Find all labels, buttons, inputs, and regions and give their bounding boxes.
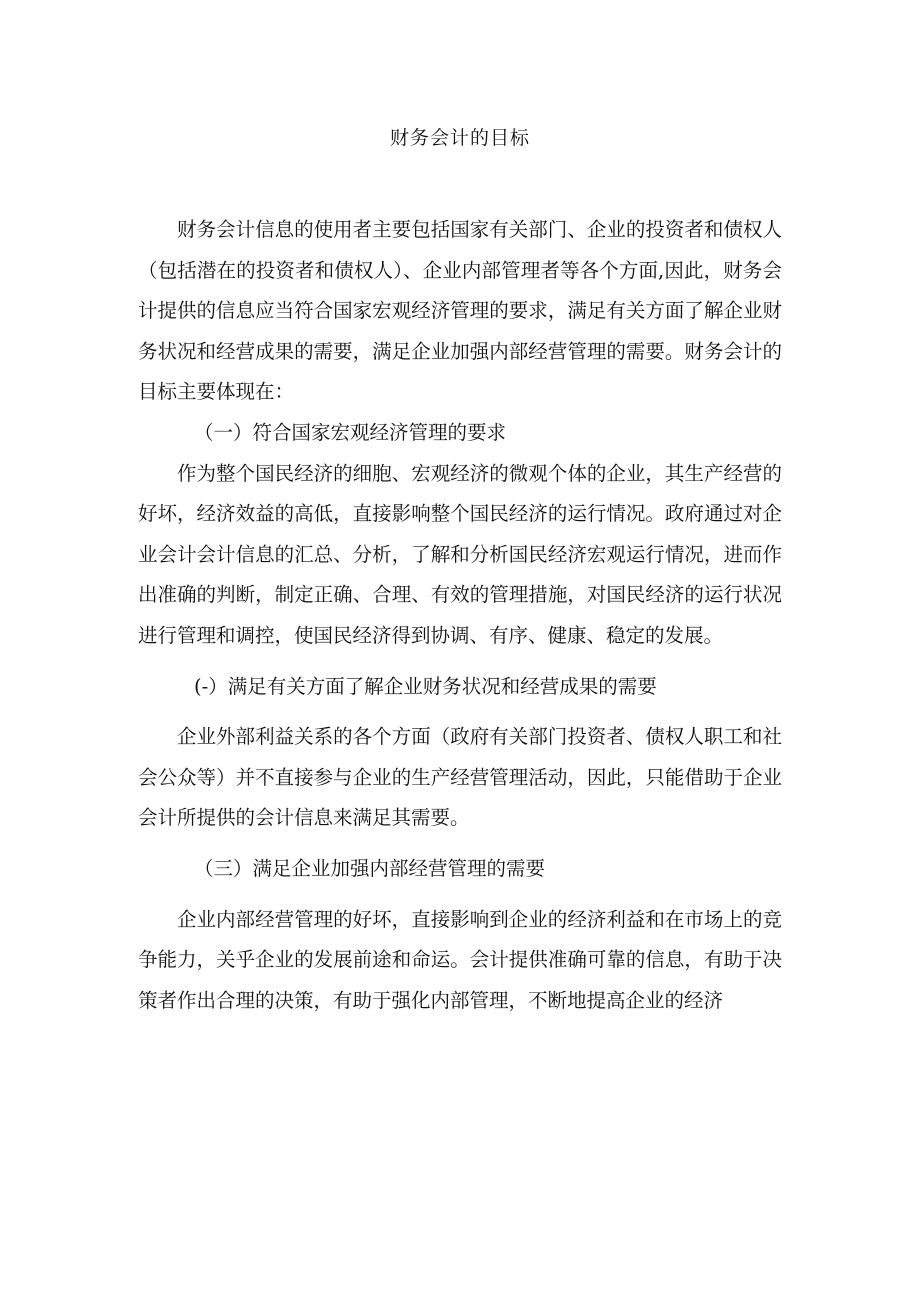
section-gap <box>138 839 782 849</box>
section-body-2: 企业外部利益关系的各个方面（政府有关部门投资者、债权人职工和社会公众等）并不直接参与企业的生产经营管理活动，因此，只能借助于企业会计所提供的会计信息来满足其需要。 <box>138 725 782 830</box>
intro-paragraph: 财务会计信息的使用者主要包括国家有关部门、企业的投资者和债权人（包括潜在的投资者和债权人）、企业内部管理者等各个方面,因此，财务会计提供的信息应当符合国家宏观经济管理的要求，满足有关方面了解企业财务状况和经营成果的需要，满足企业加强内部经营管理的需要。财务会计的目标主要体现在： <box>138 218 782 404</box>
section-heading-3: （三）满足企业加强内部经营管理的需要 <box>194 856 546 880</box>
section-gap <box>138 657 782 667</box>
section-heading-1: （一）符合国家宏观经济管理的要求 <box>194 420 507 444</box>
section-heading-2: (-）满足有关方面了解企业财务状况和经营成果的需要 <box>194 674 657 698</box>
section-gap <box>138 707 782 717</box>
document-body <box>138 210 782 1021</box>
document-title: 财务会计的目标 <box>389 127 530 149</box>
section-body-1: 作为整个国民经济的细胞、宏观经济的微观个体的企业，其生产经营的好坏，经济效益的高低，直接影响整个国民经济的运行情况。政府通过对企业会计会计信息的汇总、分析，了解和分析国民经济宏观运行情况，进而作出准确的判断，制定正确、合理、有效的管理措施，对国民经济的运行状况进行管理和调控，使国民经济得到协调、有序、健康、稳定的发展。 <box>138 461 782 647</box>
section-gap <box>138 890 782 900</box>
section-body-3: 企业内部经营管理的好坏，直接影响到企业的经济利益和在市场上的竞争能力，关乎企业的发展前途和命运。会计提供准确可靠的信息，有助于决策者作出合理的决策，有助于强化内部管理，不断地提高企业的经济 <box>138 907 782 1012</box>
